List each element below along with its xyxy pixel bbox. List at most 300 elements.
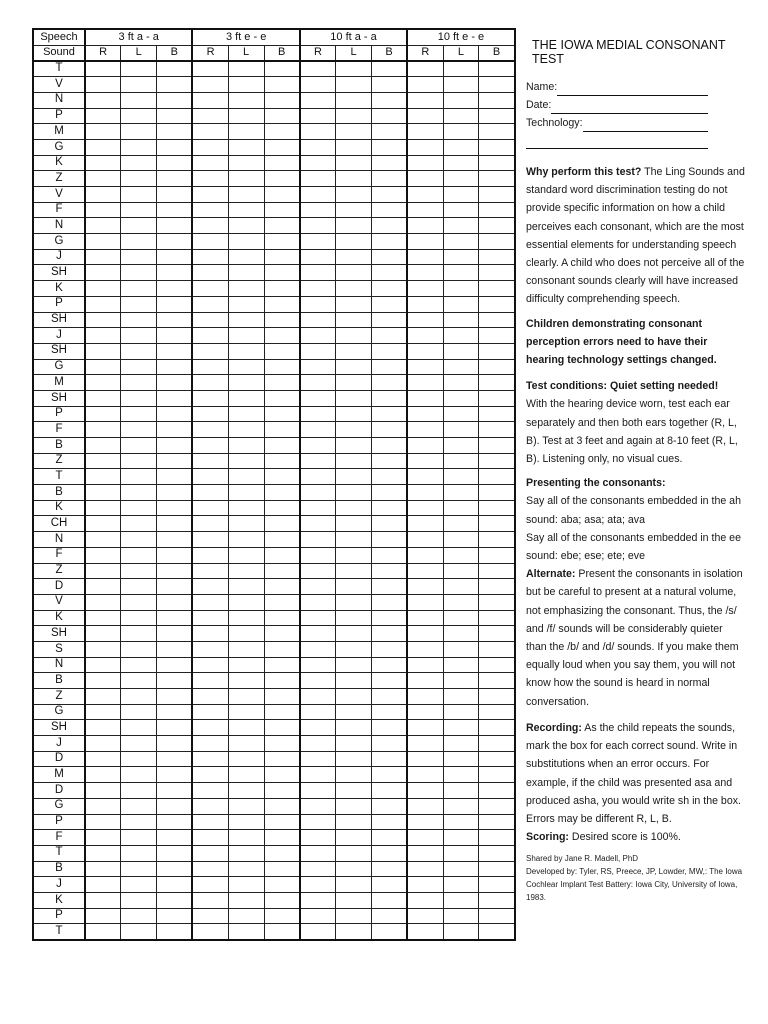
response-cell-r[interactable]: [407, 830, 443, 846]
response-cell-b[interactable]: [371, 359, 407, 375]
response-cell-b[interactable]: [264, 767, 300, 783]
response-cell-l[interactable]: [228, 845, 264, 861]
response-cell-r[interactable]: [407, 234, 443, 250]
response-cell-b[interactable]: [479, 594, 515, 610]
response-cell-r[interactable]: [85, 249, 121, 265]
response-cell-b[interactable]: [371, 390, 407, 406]
response-cell-b[interactable]: [157, 783, 193, 799]
response-cell-r[interactable]: [192, 375, 228, 391]
response-cell-r[interactable]: [192, 453, 228, 469]
response-cell-b[interactable]: [264, 500, 300, 516]
response-cell-b[interactable]: [479, 610, 515, 626]
response-cell-l[interactable]: [336, 814, 372, 830]
response-cell-b[interactable]: [479, 328, 515, 344]
response-cell-l[interactable]: [336, 579, 372, 595]
response-cell-r[interactable]: [85, 751, 121, 767]
response-cell-l[interactable]: [336, 532, 372, 548]
response-cell-r[interactable]: [85, 892, 121, 908]
response-cell-l[interactable]: [121, 532, 157, 548]
response-cell-r[interactable]: [85, 689, 121, 705]
response-cell-l[interactable]: [228, 469, 264, 485]
response-cell-l[interactable]: [228, 281, 264, 297]
response-cell-l[interactable]: [336, 547, 372, 563]
response-cell-l[interactable]: [443, 265, 479, 281]
response-cell-r[interactable]: [407, 516, 443, 532]
response-cell-r[interactable]: [407, 281, 443, 297]
response-cell-r[interactable]: [85, 814, 121, 830]
response-cell-l[interactable]: [443, 641, 479, 657]
response-cell-r[interactable]: [407, 390, 443, 406]
response-cell-l[interactable]: [336, 563, 372, 579]
response-cell-b[interactable]: [479, 720, 515, 736]
response-cell-l[interactable]: [121, 767, 157, 783]
response-cell-b[interactable]: [157, 594, 193, 610]
response-cell-b[interactable]: [264, 892, 300, 908]
response-cell-r[interactable]: [407, 375, 443, 391]
response-cell-b[interactable]: [157, 767, 193, 783]
response-cell-r[interactable]: [407, 720, 443, 736]
response-cell-l[interactable]: [336, 265, 372, 281]
response-cell-l[interactable]: [336, 673, 372, 689]
response-cell-l[interactable]: [336, 281, 372, 297]
response-cell-b[interactable]: [479, 485, 515, 501]
response-cell-b[interactable]: [264, 814, 300, 830]
response-cell-b[interactable]: [479, 767, 515, 783]
response-cell-r[interactable]: [192, 704, 228, 720]
response-cell-r[interactable]: [407, 422, 443, 438]
response-cell-l[interactable]: [228, 77, 264, 93]
response-cell-l[interactable]: [336, 92, 372, 108]
response-cell-b[interactable]: [157, 845, 193, 861]
response-cell-b[interactable]: [264, 312, 300, 328]
response-cell-l[interactable]: [228, 312, 264, 328]
response-cell-r[interactable]: [407, 171, 443, 187]
response-cell-l[interactable]: [228, 626, 264, 642]
response-cell-l[interactable]: [443, 892, 479, 908]
response-cell-r[interactable]: [85, 908, 121, 924]
response-cell-l[interactable]: [121, 547, 157, 563]
response-cell-r[interactable]: [85, 720, 121, 736]
response-cell-b[interactable]: [264, 579, 300, 595]
response-cell-r[interactable]: [192, 469, 228, 485]
response-cell-r[interactable]: [407, 265, 443, 281]
response-cell-b[interactable]: [371, 249, 407, 265]
response-cell-l[interactable]: [121, 234, 157, 250]
response-cell-r[interactable]: [85, 626, 121, 642]
response-cell-r[interactable]: [85, 924, 121, 940]
response-cell-r[interactable]: [192, 830, 228, 846]
response-cell-b[interactable]: [479, 234, 515, 250]
response-cell-r[interactable]: [407, 202, 443, 218]
response-cell-l[interactable]: [443, 736, 479, 752]
response-cell-l[interactable]: [228, 720, 264, 736]
response-cell-b[interactable]: [157, 422, 193, 438]
response-cell-r[interactable]: [407, 657, 443, 673]
response-cell-b[interactable]: [264, 124, 300, 140]
response-cell-l[interactable]: [121, 689, 157, 705]
response-cell-r[interactable]: [192, 798, 228, 814]
response-cell-l[interactable]: [121, 563, 157, 579]
response-cell-b[interactable]: [371, 61, 407, 77]
response-cell-r[interactable]: [407, 798, 443, 814]
response-cell-l[interactable]: [228, 500, 264, 516]
response-cell-l[interactable]: [121, 77, 157, 93]
response-cell-l[interactable]: [443, 594, 479, 610]
response-cell-b[interactable]: [264, 108, 300, 124]
response-cell-l[interactable]: [336, 390, 372, 406]
response-cell-l[interactable]: [443, 657, 479, 673]
response-cell-l[interactable]: [121, 108, 157, 124]
response-cell-b[interactable]: [157, 406, 193, 422]
response-cell-r[interactable]: [85, 108, 121, 124]
response-cell-r[interactable]: [192, 547, 228, 563]
response-cell-b[interactable]: [264, 845, 300, 861]
response-cell-r[interactable]: [407, 61, 443, 77]
response-cell-l[interactable]: [443, 218, 479, 234]
response-cell-b[interactable]: [157, 453, 193, 469]
response-cell-b[interactable]: [479, 861, 515, 877]
response-cell-l[interactable]: [121, 171, 157, 187]
response-cell-r[interactable]: [192, 767, 228, 783]
response-cell-l[interactable]: [336, 798, 372, 814]
response-cell-l[interactable]: [228, 265, 264, 281]
response-cell-r[interactable]: [85, 877, 121, 893]
response-cell-b[interactable]: [157, 328, 193, 344]
response-cell-r[interactable]: [192, 579, 228, 595]
response-cell-b[interactable]: [479, 218, 515, 234]
response-cell-l[interactable]: [336, 485, 372, 501]
response-cell-l[interactable]: [443, 171, 479, 187]
response-cell-b[interactable]: [479, 469, 515, 485]
response-cell-b[interactable]: [264, 139, 300, 155]
response-cell-r[interactable]: [300, 61, 336, 77]
response-cell-l[interactable]: [228, 422, 264, 438]
response-cell-b[interactable]: [157, 296, 193, 312]
response-cell-b[interactable]: [264, 343, 300, 359]
response-cell-b[interactable]: [479, 814, 515, 830]
response-cell-l[interactable]: [228, 532, 264, 548]
response-cell-b[interactable]: [371, 108, 407, 124]
response-cell-l[interactable]: [228, 438, 264, 454]
response-cell-l[interactable]: [121, 375, 157, 391]
response-cell-b[interactable]: [479, 830, 515, 846]
response-cell-l[interactable]: [121, 657, 157, 673]
response-cell-l[interactable]: [443, 485, 479, 501]
response-cell-r[interactable]: [407, 406, 443, 422]
response-cell-r[interactable]: [300, 736, 336, 752]
response-cell-b[interactable]: [371, 422, 407, 438]
response-cell-r[interactable]: [85, 61, 121, 77]
response-cell-l[interactable]: [336, 924, 372, 940]
response-cell-r[interactable]: [300, 767, 336, 783]
response-cell-b[interactable]: [479, 689, 515, 705]
response-cell-r[interactable]: [407, 453, 443, 469]
response-cell-l[interactable]: [443, 579, 479, 595]
response-cell-r[interactable]: [407, 155, 443, 171]
response-cell-b[interactable]: [479, 547, 515, 563]
response-cell-b[interactable]: [371, 532, 407, 548]
response-cell-l[interactable]: [336, 783, 372, 799]
response-cell-l[interactable]: [121, 406, 157, 422]
response-cell-l[interactable]: [443, 328, 479, 344]
response-cell-l[interactable]: [228, 924, 264, 940]
name-line[interactable]: [557, 83, 708, 96]
response-cell-l[interactable]: [228, 641, 264, 657]
response-cell-l[interactable]: [443, 61, 479, 77]
response-cell-l[interactable]: [228, 61, 264, 77]
response-cell-l[interactable]: [228, 92, 264, 108]
response-cell-b[interactable]: [479, 390, 515, 406]
response-cell-r[interactable]: [192, 783, 228, 799]
response-cell-r[interactable]: [407, 751, 443, 767]
response-cell-r[interactable]: [300, 563, 336, 579]
response-cell-r[interactable]: [407, 594, 443, 610]
response-cell-r[interactable]: [192, 139, 228, 155]
response-cell-l[interactable]: [228, 579, 264, 595]
response-cell-b[interactable]: [157, 814, 193, 830]
response-cell-r[interactable]: [192, 422, 228, 438]
response-cell-r[interactable]: [407, 736, 443, 752]
response-cell-r[interactable]: [192, 171, 228, 187]
response-cell-b[interactable]: [264, 736, 300, 752]
response-cell-r[interactable]: [85, 861, 121, 877]
response-cell-l[interactable]: [336, 422, 372, 438]
response-cell-b[interactable]: [264, 720, 300, 736]
response-cell-l[interactable]: [228, 187, 264, 203]
response-cell-l[interactable]: [443, 77, 479, 93]
response-cell-b[interactable]: [157, 61, 193, 77]
response-cell-l[interactable]: [228, 359, 264, 375]
response-cell-b[interactable]: [157, 343, 193, 359]
response-cell-b[interactable]: [371, 485, 407, 501]
response-cell-l[interactable]: [228, 328, 264, 344]
response-cell-r[interactable]: [85, 296, 121, 312]
response-cell-l[interactable]: [443, 249, 479, 265]
response-cell-r[interactable]: [300, 532, 336, 548]
response-cell-b[interactable]: [157, 532, 193, 548]
response-cell-l[interactable]: [228, 861, 264, 877]
response-cell-l[interactable]: [228, 657, 264, 673]
response-cell-b[interactable]: [264, 485, 300, 501]
response-cell-r[interactable]: [85, 124, 121, 140]
response-cell-r[interactable]: [407, 485, 443, 501]
response-cell-r[interactable]: [192, 281, 228, 297]
response-cell-r[interactable]: [407, 704, 443, 720]
response-cell-r[interactable]: [407, 92, 443, 108]
response-cell-r[interactable]: [407, 814, 443, 830]
response-cell-l[interactable]: [121, 500, 157, 516]
response-cell-l[interactable]: [443, 234, 479, 250]
response-cell-l[interactable]: [336, 202, 372, 218]
response-cell-r[interactable]: [407, 124, 443, 140]
response-cell-r[interactable]: [300, 108, 336, 124]
response-cell-b[interactable]: [264, 877, 300, 893]
response-cell-b[interactable]: [371, 312, 407, 328]
response-cell-r[interactable]: [407, 689, 443, 705]
response-cell-l[interactable]: [228, 139, 264, 155]
response-cell-r[interactable]: [300, 92, 336, 108]
response-cell-l[interactable]: [228, 594, 264, 610]
response-cell-b[interactable]: [157, 234, 193, 250]
response-cell-l[interactable]: [336, 908, 372, 924]
response-cell-l[interactable]: [228, 249, 264, 265]
response-cell-l[interactable]: [336, 626, 372, 642]
response-cell-b[interactable]: [157, 892, 193, 908]
response-cell-r[interactable]: [300, 845, 336, 861]
response-cell-r[interactable]: [300, 689, 336, 705]
response-cell-l[interactable]: [443, 422, 479, 438]
response-cell-l[interactable]: [336, 61, 372, 77]
response-cell-l[interactable]: [443, 92, 479, 108]
response-cell-b[interactable]: [479, 422, 515, 438]
response-cell-b[interactable]: [479, 783, 515, 799]
response-cell-r[interactable]: [85, 563, 121, 579]
response-cell-b[interactable]: [479, 924, 515, 940]
response-cell-l[interactable]: [228, 406, 264, 422]
response-cell-r[interactable]: [192, 626, 228, 642]
response-cell-l[interactable]: [121, 516, 157, 532]
response-cell-b[interactable]: [157, 139, 193, 155]
response-cell-b[interactable]: [264, 328, 300, 344]
response-cell-l[interactable]: [336, 187, 372, 203]
response-cell-b[interactable]: [371, 610, 407, 626]
response-cell-b[interactable]: [157, 281, 193, 297]
response-cell-b[interactable]: [264, 563, 300, 579]
response-cell-l[interactable]: [443, 689, 479, 705]
response-cell-r[interactable]: [85, 830, 121, 846]
response-cell-r[interactable]: [85, 579, 121, 595]
response-cell-r[interactable]: [300, 202, 336, 218]
response-cell-l[interactable]: [443, 798, 479, 814]
response-cell-b[interactable]: [371, 673, 407, 689]
response-cell-r[interactable]: [300, 485, 336, 501]
response-cell-l[interactable]: [121, 390, 157, 406]
response-cell-b[interactable]: [157, 798, 193, 814]
response-cell-b[interactable]: [371, 704, 407, 720]
response-cell-r[interactable]: [85, 171, 121, 187]
response-cell-l[interactable]: [121, 359, 157, 375]
response-cell-l[interactable]: [443, 767, 479, 783]
response-cell-l[interactable]: [228, 390, 264, 406]
response-cell-b[interactable]: [157, 359, 193, 375]
response-cell-b[interactable]: [157, 312, 193, 328]
response-cell-b[interactable]: [371, 657, 407, 673]
response-cell-b[interactable]: [371, 77, 407, 93]
response-cell-l[interactable]: [228, 908, 264, 924]
response-cell-b[interactable]: [157, 626, 193, 642]
response-cell-r[interactable]: [407, 610, 443, 626]
response-cell-l[interactable]: [121, 720, 157, 736]
response-cell-b[interactable]: [371, 861, 407, 877]
response-cell-b[interactable]: [264, 798, 300, 814]
response-cell-l[interactable]: [121, 61, 157, 77]
response-cell-b[interactable]: [479, 877, 515, 893]
response-cell-l[interactable]: [121, 626, 157, 642]
response-cell-b[interactable]: [371, 155, 407, 171]
response-cell-l[interactable]: [121, 485, 157, 501]
response-cell-r[interactable]: [300, 830, 336, 846]
response-cell-l[interactable]: [443, 547, 479, 563]
response-cell-l[interactable]: [228, 673, 264, 689]
response-cell-l[interactable]: [336, 296, 372, 312]
response-cell-b[interactable]: [264, 751, 300, 767]
response-cell-b[interactable]: [157, 689, 193, 705]
response-cell-b[interactable]: [371, 845, 407, 861]
response-cell-r[interactable]: [85, 328, 121, 344]
response-cell-l[interactable]: [121, 892, 157, 908]
response-cell-r[interactable]: [300, 77, 336, 93]
response-cell-b[interactable]: [479, 845, 515, 861]
response-cell-b[interactable]: [479, 798, 515, 814]
response-cell-b[interactable]: [371, 830, 407, 846]
response-cell-l[interactable]: [228, 171, 264, 187]
response-cell-b[interactable]: [371, 783, 407, 799]
response-cell-l[interactable]: [443, 908, 479, 924]
response-cell-l[interactable]: [228, 218, 264, 234]
response-cell-r[interactable]: [85, 453, 121, 469]
response-cell-l[interactable]: [121, 155, 157, 171]
response-cell-r[interactable]: [407, 343, 443, 359]
response-cell-r[interactable]: [300, 610, 336, 626]
response-cell-r[interactable]: [192, 924, 228, 940]
response-cell-l[interactable]: [121, 673, 157, 689]
response-cell-r[interactable]: [85, 438, 121, 454]
response-cell-l[interactable]: [336, 343, 372, 359]
response-cell-l[interactable]: [228, 814, 264, 830]
response-cell-b[interactable]: [264, 375, 300, 391]
response-cell-b[interactable]: [157, 877, 193, 893]
response-cell-b[interactable]: [479, 61, 515, 77]
response-cell-b[interactable]: [264, 202, 300, 218]
response-cell-l[interactable]: [443, 720, 479, 736]
response-cell-r[interactable]: [300, 375, 336, 391]
response-cell-r[interactable]: [192, 485, 228, 501]
response-cell-r[interactable]: [192, 202, 228, 218]
response-cell-r[interactable]: [300, 124, 336, 140]
response-cell-b[interactable]: [371, 908, 407, 924]
response-cell-b[interactable]: [157, 751, 193, 767]
response-cell-l[interactable]: [121, 124, 157, 140]
response-cell-l[interactable]: [121, 202, 157, 218]
response-cell-r[interactable]: [85, 343, 121, 359]
response-cell-l[interactable]: [336, 453, 372, 469]
response-cell-b[interactable]: [371, 689, 407, 705]
response-cell-l[interactable]: [228, 689, 264, 705]
response-cell-l[interactable]: [121, 579, 157, 595]
response-cell-b[interactable]: [264, 594, 300, 610]
response-cell-b[interactable]: [371, 579, 407, 595]
response-cell-r[interactable]: [192, 610, 228, 626]
response-cell-l[interactable]: [121, 845, 157, 861]
response-cell-r[interactable]: [85, 359, 121, 375]
response-cell-l[interactable]: [336, 689, 372, 705]
response-cell-l[interactable]: [228, 547, 264, 563]
response-cell-b[interactable]: [264, 657, 300, 673]
response-cell-b[interactable]: [479, 343, 515, 359]
response-cell-b[interactable]: [264, 438, 300, 454]
response-cell-l[interactable]: [228, 751, 264, 767]
response-cell-b[interactable]: [157, 516, 193, 532]
response-cell-l[interactable]: [443, 155, 479, 171]
response-cell-r[interactable]: [407, 861, 443, 877]
response-cell-l[interactable]: [121, 877, 157, 893]
response-cell-l[interactable]: [121, 438, 157, 454]
response-cell-b[interactable]: [479, 438, 515, 454]
response-cell-b[interactable]: [157, 92, 193, 108]
response-cell-r[interactable]: [85, 265, 121, 281]
response-cell-l[interactable]: [228, 155, 264, 171]
response-cell-l[interactable]: [443, 312, 479, 328]
